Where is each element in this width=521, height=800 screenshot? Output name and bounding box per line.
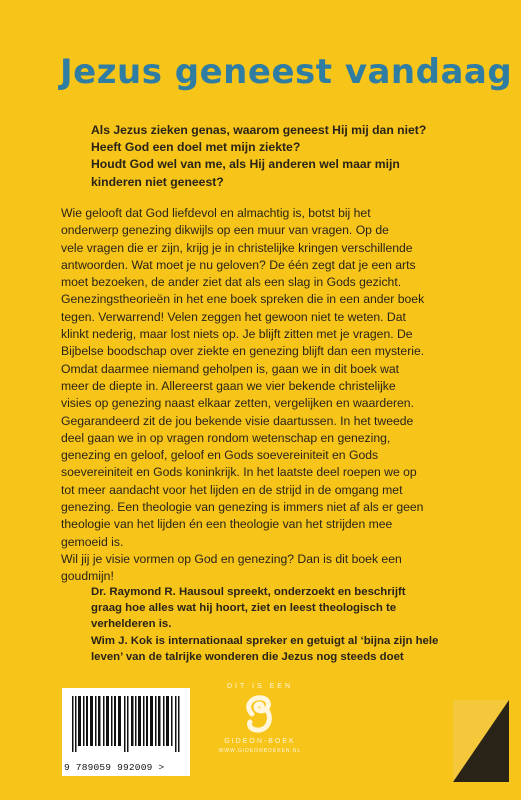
- isbn-digits: 9 789059 992009 >: [64, 762, 165, 773]
- question-line: Heeft God een doel met mijn ziekte?: [91, 140, 301, 155]
- logo-website: WWW.GIDEONBOEKEN.NL: [218, 748, 302, 754]
- description-line: theologie van het lijden én een theologie van het strijden mee: [61, 517, 393, 532]
- author-bio-line: graag hoe alles wat hij hoort, ziet en leest theologisch te: [91, 602, 397, 615]
- author-bios: [91, 584, 511, 665]
- author-bio-line: leven’ van de talrijke wonderen die Jezus nog steeds doet: [91, 650, 404, 663]
- description-line: klinkt nederig, maar lost niets op. Je blijft zitten met je vragen. De: [61, 327, 413, 342]
- description-line: Bijbelse boodschap over ziekte en genezing blijft dan een mysterie.: [61, 344, 425, 359]
- question-line: Houdt God wel van me, als Hij anderen wel maar mijn: [91, 157, 400, 172]
- isbn-barcode: [62, 688, 190, 776]
- book-title: Jezus geneest vandaag: [60, 52, 513, 92]
- description-line: goudmijn!: [61, 569, 114, 584]
- description-line: genezing. Een theologie van genezing is immers niet af als er geen: [61, 500, 424, 515]
- question-block: [91, 122, 511, 191]
- gideon-g-icon: [240, 692, 280, 736]
- description-line: deel gaan we in op vragen rondom wetenschap en genezing,: [61, 430, 391, 445]
- description-line: onderwerp genezing dikwijls op een muur van vragen. Op de: [61, 223, 389, 238]
- author-bio-line: Dr. Raymond R. Hausoul spreekt, onderzoekt en beschrijft: [91, 586, 406, 598]
- description-line: soevereiniteit en Gods koninkrijk. In het laatste deel roepen we op: [61, 465, 417, 480]
- barcode-bars-icon: [72, 696, 180, 752]
- description-line: Omdat daarmee niemand geholpen is, gaan we in dit boek wat: [61, 361, 400, 376]
- logo-publisher: GIDEON-BOEK: [224, 738, 296, 745]
- question-line: Als Jezus zieken genas, waarom geneest Hij mij dan niet?: [91, 123, 427, 137]
- description-line: Wie gelooft dat God liefdevol en almachtig is, botst bij het: [61, 206, 371, 220]
- logo-tagline: DIT IS EEN: [226, 683, 294, 690]
- author-bio-line: verhelderen is.: [91, 618, 172, 631]
- distributor-triangle: [453, 700, 509, 782]
- distributor-mark: [453, 700, 509, 782]
- publisher-logo: [190, 683, 330, 754]
- description-line: gemoeid is.: [61, 534, 124, 549]
- description-line: tegen. Verwarrend! Velen zeggen het gewoon niet te weten. Dat: [61, 309, 406, 324]
- description-line: Gegarandeerd zit de jou bekende visie daartussen. In het tweede: [61, 413, 414, 428]
- description-line: vele vragen die er zijn, krijg je in christelijke kringen verschillende: [61, 240, 413, 255]
- description-line: Wil jij je visie vormen op God en genezing? Dan is dit boek een: [61, 551, 402, 566]
- question-line: kinderen niet geneest?: [91, 174, 224, 189]
- description-text: [61, 205, 511, 586]
- description-line: Genezingstheorieën in het ene boek spreken die in een ander boek: [61, 292, 425, 307]
- author-bio-line: Wim J. Kok is internationaal spreker en getuigt al ‘bijna zijn hele: [91, 634, 439, 647]
- description-line: tot meer aandacht voor het lijden en de strijd in de omgang met: [61, 482, 403, 497]
- description-line: visies op genezing naast elkaar zetten, vergelijken en waarderen.: [61, 396, 414, 411]
- description-line: meer de diepte in. Allereerst gaan we vier bekende christelijke: [61, 378, 396, 393]
- description-line: moet bezoeken, de ander ziet dat als een slag in Gods gezicht.: [61, 275, 402, 290]
- description-line: genezing en geloof, geloof en Gods soevereiniteit en Gods: [61, 448, 379, 463]
- description-line: antwoorden. Wat moet je nu geloven? De één zegt dat je een arts: [61, 257, 416, 272]
